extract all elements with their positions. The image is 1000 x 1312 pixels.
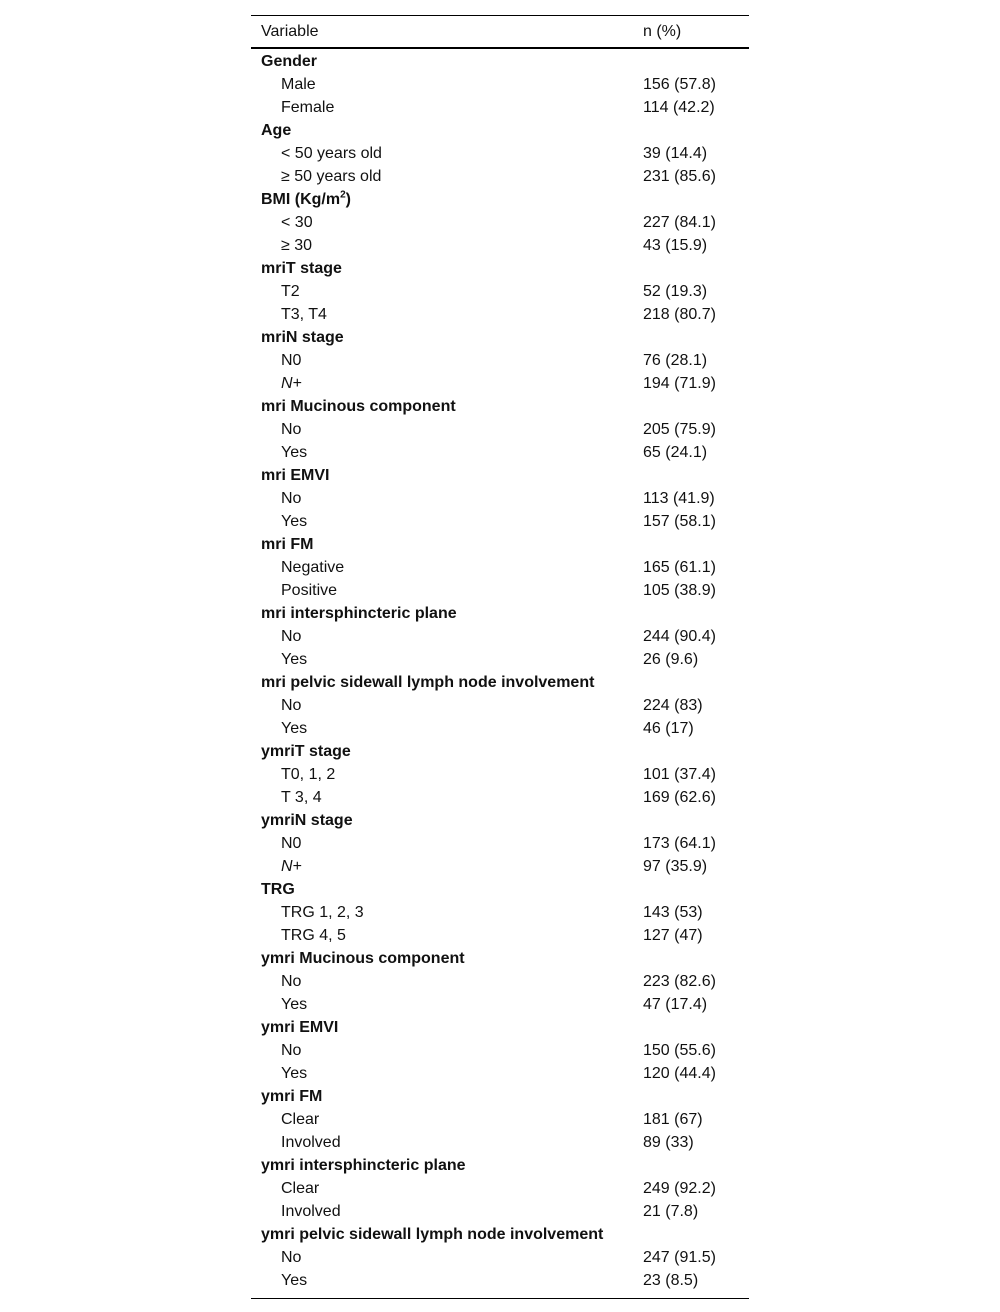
table-row <box>251 441 749 464</box>
row-value: 173 (64.1) <box>643 834 716 852</box>
data-table <box>251 15 749 1299</box>
table-row <box>251 510 749 533</box>
label-text: TRG <box>261 880 295 898</box>
table-row <box>251 1246 749 1269</box>
group-label <box>251 743 633 761</box>
group-label <box>251 329 633 347</box>
group-label <box>251 950 633 968</box>
label-text: Yes <box>281 719 308 737</box>
label-text: Yes <box>281 512 308 530</box>
row-value: 157 (58.1) <box>643 512 716 530</box>
table-row <box>251 73 749 96</box>
label-text: ymri FM <box>261 1087 323 1105</box>
row-label <box>251 99 633 117</box>
table-row <box>251 694 749 717</box>
row-label <box>251 1180 633 1198</box>
row-value: 46 (17) <box>643 719 694 737</box>
table-row <box>251 303 749 326</box>
row-label <box>251 559 633 577</box>
row-value: 249 (92.2) <box>643 1179 716 1197</box>
label-text: Involved <box>281 1202 341 1220</box>
group-label <box>251 536 633 554</box>
table-row <box>251 142 749 165</box>
row-label <box>251 697 633 715</box>
label-text: T2 <box>281 282 300 300</box>
table-row <box>251 1269 749 1292</box>
row-value: 127 (47) <box>643 926 703 944</box>
row-value: 223 (82.6) <box>643 972 716 990</box>
row-label <box>251 1203 633 1221</box>
row-label <box>251 352 633 370</box>
row-value: 205 (75.9) <box>643 420 716 438</box>
group-label <box>251 1088 633 1106</box>
table-row <box>251 786 749 809</box>
label-text: Involved <box>281 1133 341 1151</box>
table-row <box>251 165 749 188</box>
table-group-row <box>251 464 749 487</box>
row-value: 143 (53) <box>643 903 703 921</box>
row-label <box>251 858 633 876</box>
row-value: 113 (41.9) <box>643 489 715 507</box>
label-text: ymri pelvic sidewall lymph node involvement <box>261 1225 604 1243</box>
table-row <box>251 648 749 671</box>
label-suffix: + <box>292 374 302 392</box>
label-text: mri intersphincteric plane <box>261 604 457 622</box>
row-value: 65 (24.1) <box>643 443 708 461</box>
table-group-row <box>251 602 749 625</box>
row-label <box>251 237 633 255</box>
label-suffix: ) <box>345 190 351 208</box>
table-row <box>251 579 749 602</box>
group-label <box>251 605 633 623</box>
row-value: 231 (85.6) <box>643 167 716 185</box>
table-row <box>251 556 749 579</box>
row-label <box>251 996 633 1014</box>
row-value: 43 (15.9) <box>643 236 708 254</box>
label-text: No <box>281 489 302 507</box>
label-text: ymri EMVI <box>261 1018 339 1036</box>
row-value: 224 (83) <box>643 696 703 714</box>
row-label <box>251 1042 633 1060</box>
row-label <box>251 582 633 600</box>
table-row <box>251 418 749 441</box>
table-row <box>251 349 749 372</box>
table-row <box>251 1062 749 1085</box>
table-row <box>251 280 749 303</box>
row-value: 227 (84.1) <box>643 213 716 231</box>
row-label <box>251 1134 633 1152</box>
row-label <box>251 973 633 991</box>
row-value: 169 (62.6) <box>643 788 716 806</box>
label-text: Gender <box>261 52 318 70</box>
label-text: N0 <box>281 351 302 369</box>
table-group-row <box>251 326 749 349</box>
label-text: Female <box>281 98 335 116</box>
row-label <box>251 1272 633 1290</box>
label-text: ≥ 50 years old <box>281 167 382 185</box>
table-row <box>251 1131 749 1154</box>
row-value: 156 (57.8) <box>643 75 716 93</box>
label-text: No <box>281 696 302 714</box>
label-text: mri Mucinous component <box>261 397 456 415</box>
row-label <box>251 766 633 784</box>
label-text: N <box>281 374 293 392</box>
row-label <box>251 490 633 508</box>
label-text: T3, T4 <box>281 305 327 323</box>
table-row <box>251 855 749 878</box>
table-group-row <box>251 809 749 832</box>
row-label <box>251 214 633 232</box>
label-text: mriN stage <box>261 328 344 346</box>
row-label <box>251 1111 633 1129</box>
row-value: 181 (67) <box>643 1110 703 1128</box>
group-label <box>251 467 633 485</box>
table-group-row <box>251 1223 749 1246</box>
table-row <box>251 901 749 924</box>
label-text: No <box>281 1248 302 1266</box>
group-label <box>251 881 633 899</box>
label-text: Yes <box>281 995 308 1013</box>
label-text: mriT stage <box>261 259 342 277</box>
table-group-row <box>251 878 749 901</box>
row-label <box>251 720 633 738</box>
row-value: 52 (19.3) <box>643 282 708 300</box>
row-value: 23 (8.5) <box>643 1271 699 1289</box>
label-text: Clear <box>281 1110 320 1128</box>
row-label <box>251 927 633 945</box>
label-text: Yes <box>281 1064 308 1082</box>
table-group-row <box>251 740 749 763</box>
label-text: BMI (Kg/m <box>261 190 341 208</box>
group-label <box>251 191 633 209</box>
table-group-row <box>251 395 749 418</box>
table-row <box>251 993 749 1016</box>
label-text: TRG 1, 2, 3 <box>281 903 364 921</box>
label-text: Yes <box>281 1271 308 1289</box>
label-text: ymriT stage <box>261 742 351 760</box>
row-label <box>251 513 633 531</box>
row-value: 97 (35.9) <box>643 857 708 875</box>
label-text: mri FM <box>261 535 314 553</box>
label-text: < 30 <box>281 213 313 231</box>
label-text: Yes <box>281 650 308 668</box>
label-text: N <box>281 857 293 875</box>
header-value: n (%) <box>643 22 682 40</box>
row-value: 244 (90.4) <box>643 627 716 645</box>
table-row <box>251 372 749 395</box>
row-label <box>251 1065 633 1083</box>
row-label <box>251 145 633 163</box>
row-label <box>251 306 633 324</box>
table-row <box>251 832 749 855</box>
row-label <box>251 283 633 301</box>
row-value: 26 (9.6) <box>643 650 699 668</box>
table-row <box>251 211 749 234</box>
group-label <box>251 674 633 692</box>
row-value: 89 (33) <box>643 1133 694 1151</box>
table-row <box>251 96 749 119</box>
table-group-row <box>251 1154 749 1177</box>
row-value: 105 (38.9) <box>643 581 716 599</box>
table-group-row <box>251 119 749 142</box>
label-text: < 50 years old <box>281 144 382 162</box>
label-text: No <box>281 972 302 990</box>
label-text: No <box>281 627 302 645</box>
label-text: T 3, 4 <box>281 788 322 806</box>
label-suffix: + <box>292 857 302 875</box>
group-label <box>251 122 633 140</box>
group-label <box>251 1226 633 1244</box>
group-label <box>251 260 633 278</box>
row-label <box>251 651 633 669</box>
row-value: 120 (44.4) <box>643 1064 716 1082</box>
row-value: 194 (71.9) <box>643 374 716 392</box>
table-row <box>251 1177 749 1200</box>
row-value: 76 (28.1) <box>643 351 708 369</box>
row-value: 101 (37.4) <box>643 765 716 783</box>
label-text: ymri intersphincteric plane <box>261 1156 466 1174</box>
row-label <box>251 76 633 94</box>
table-group-row <box>251 947 749 970</box>
table-group-row <box>251 1016 749 1039</box>
table-row <box>251 234 749 257</box>
row-label <box>251 444 633 462</box>
label-text: ymriN stage <box>261 811 353 829</box>
superscript: 2 <box>340 189 346 201</box>
row-label <box>251 421 633 439</box>
group-label <box>251 812 633 830</box>
row-value: 247 (91.5) <box>643 1248 716 1266</box>
row-value: 39 (14.4) <box>643 144 708 162</box>
label-text: Age <box>261 121 292 139</box>
row-label <box>251 835 633 853</box>
label-text: Male <box>281 75 316 93</box>
header-variable: Variable <box>261 22 319 40</box>
row-label <box>251 789 633 807</box>
row-value: 150 (55.6) <box>643 1041 716 1059</box>
table-row <box>251 970 749 993</box>
label-text: N0 <box>281 834 302 852</box>
row-value: 21 (7.8) <box>643 1202 699 1220</box>
row-value: 114 (42.2) <box>643 98 715 116</box>
label-text: No <box>281 420 302 438</box>
table-bottom-rule <box>251 1298 749 1299</box>
table-group-row <box>251 671 749 694</box>
label-text: ≥ 30 <box>281 236 313 254</box>
row-value: 218 (80.7) <box>643 305 716 323</box>
row-label <box>251 1249 633 1267</box>
label-text: Negative <box>281 558 345 576</box>
row-value: 47 (17.4) <box>643 995 708 1013</box>
table-row <box>251 625 749 648</box>
group-label <box>251 53 633 71</box>
label-text: No <box>281 1041 302 1059</box>
table-body <box>251 49 749 1292</box>
row-label <box>251 904 633 922</box>
label-text: Positive <box>281 581 338 599</box>
table-group-row <box>251 188 749 211</box>
row-label <box>251 375 633 393</box>
label-text: mri pelvic sidewall lymph node involvement <box>261 673 595 691</box>
group-label <box>251 1019 633 1037</box>
label-text: mri EMVI <box>261 466 330 484</box>
group-label <box>251 398 633 416</box>
label-text: TRG 4, 5 <box>281 926 346 944</box>
table-row <box>251 1108 749 1131</box>
label-text: Clear <box>281 1179 320 1197</box>
table-row <box>251 924 749 947</box>
table-row <box>251 1200 749 1223</box>
table-row <box>251 1039 749 1062</box>
table-group-row <box>251 50 749 73</box>
label-text: Yes <box>281 443 308 461</box>
table-row <box>251 763 749 786</box>
group-label <box>251 1157 633 1175</box>
table-group-row <box>251 533 749 556</box>
table-group-row <box>251 257 749 280</box>
row-label <box>251 168 633 186</box>
table-group-row <box>251 1085 749 1108</box>
table-row <box>251 487 749 510</box>
label-text: ymri Mucinous component <box>261 949 465 967</box>
row-value: 165 (61.1) <box>643 558 716 576</box>
label-text: T0, 1, 2 <box>281 765 336 783</box>
table-header-row <box>251 16 749 47</box>
row-label <box>251 628 633 646</box>
table-row <box>251 717 749 740</box>
